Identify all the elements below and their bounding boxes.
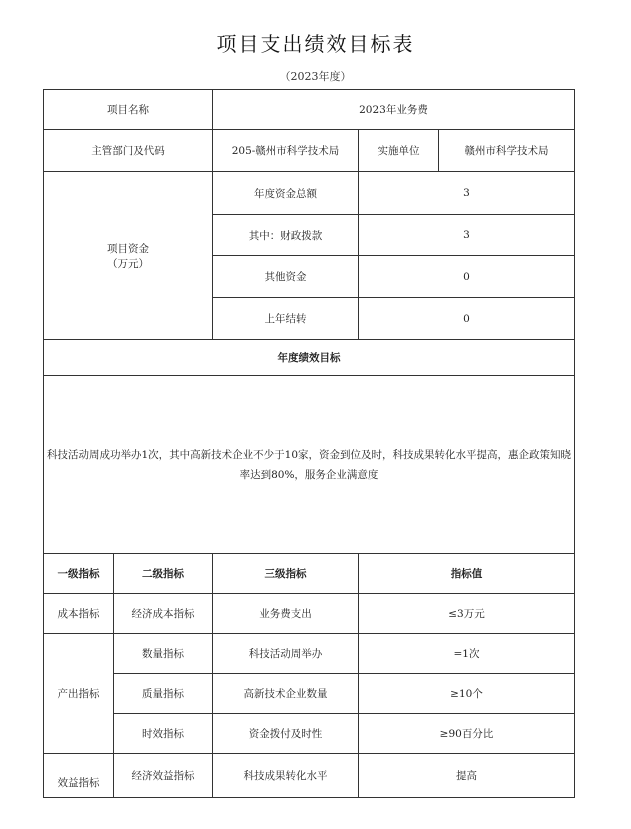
year-note: （2023年度） xyxy=(279,70,352,83)
output-value: ≥90百分比 xyxy=(359,714,575,754)
project-name-value: 2023年业务费 xyxy=(213,90,575,130)
page-title: 项目支出绩效目标表 xyxy=(216,32,415,56)
funds-other-label: 其他资金 xyxy=(213,256,359,298)
funds-row xyxy=(44,172,575,215)
funds-carryover-label: 上年结转 xyxy=(213,298,359,340)
impl-unit-label: 实施单位 xyxy=(359,130,439,172)
cost-level1: 成本指标 xyxy=(44,594,114,634)
output-value: =1次 xyxy=(359,634,575,674)
annual-target-row xyxy=(44,376,575,554)
indicator-row xyxy=(44,634,575,674)
header-level1: 一级指标 xyxy=(44,554,114,594)
output-value: ≥10个 xyxy=(359,674,575,714)
funds-fiscal-value: 3 xyxy=(359,215,575,256)
benefit-level2: 经济效益指标 xyxy=(114,754,213,798)
cost-value: ≤3万元 xyxy=(359,594,575,634)
cost-level2: 经济成本指标 xyxy=(114,594,213,634)
output-level1: 产出指标 xyxy=(44,634,114,754)
benefit-level1-cell xyxy=(44,754,114,798)
indicator-row xyxy=(44,674,575,714)
output-level3: 高新技术企业数量 xyxy=(213,674,359,714)
annual-target-header: 年度绩效目标 xyxy=(44,340,575,376)
header-level2: 二级指标 xyxy=(114,554,213,594)
benefit-level3: 科技成果转化水平 xyxy=(213,754,359,798)
indicator-row xyxy=(44,714,575,754)
indicator-header-row xyxy=(44,554,575,594)
funds-carryover-value: 0 xyxy=(359,298,575,340)
performance-table xyxy=(43,89,575,798)
funds-unit: （万元） xyxy=(107,257,149,270)
indicator-row xyxy=(44,594,575,634)
cost-level3: 业务费支出 xyxy=(213,594,359,634)
output-level2: 质量指标 xyxy=(114,674,213,714)
output-level3: 资金拨付及时性 xyxy=(213,714,359,754)
impl-unit-value: 赣州市科学技术局 xyxy=(439,130,575,172)
funds-other-value: 0 xyxy=(359,256,575,298)
funds-label: 项目资金 xyxy=(107,242,149,255)
output-level3: 科技活动周举办 xyxy=(213,634,359,674)
funds-total-value: 3 xyxy=(359,172,575,215)
funds-label-cell xyxy=(44,172,213,340)
funds-fiscal-label: 其中：财政拨款 xyxy=(213,215,359,256)
header-level3: 三级指标 xyxy=(213,554,359,594)
benefit-level1: 效益指标 xyxy=(57,777,100,789)
dept-label: 主管部门及代码 xyxy=(44,130,213,172)
project-name-row xyxy=(44,90,575,130)
funds-total-label: 年度资金总额 xyxy=(213,172,359,215)
indicator-row xyxy=(44,754,575,798)
output-level2: 数量指标 xyxy=(114,634,213,674)
header-value: 指标值 xyxy=(359,554,575,594)
benefit-value: 提高 xyxy=(359,754,575,798)
output-level2: 时效指标 xyxy=(114,714,213,754)
department-row xyxy=(44,130,575,172)
annual-target-text: 科技活动周成功举办1次，其中高新技术企业不少于10家，资金到位及时，科技成果转化水平提高，惠企政策知晓率达到80%，服务企业满意度 xyxy=(44,376,575,554)
project-name-label: 项目名称 xyxy=(44,90,213,130)
dept-value: 205-赣州市科学技术局 xyxy=(213,130,359,172)
annual-target-header-row xyxy=(44,340,575,376)
